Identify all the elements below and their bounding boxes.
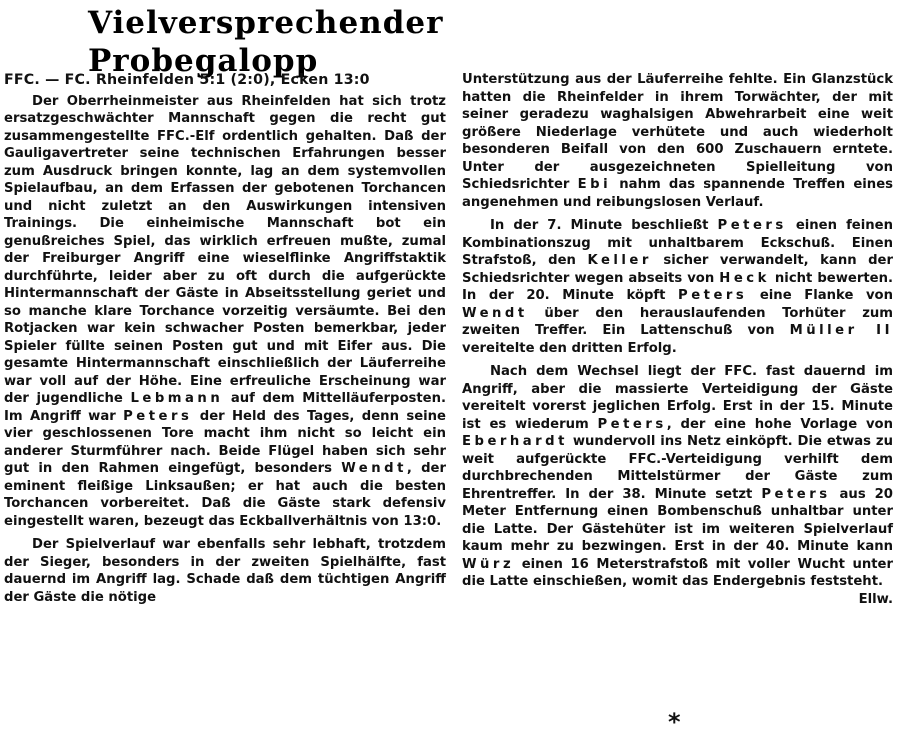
article-headline: [88, 4, 443, 80]
text-run: , der eine hohe Vorlage von: [666, 416, 894, 432]
player-name: Wendt: [462, 305, 528, 321]
text-run: sicher verwandelt, kann der Schiedsrichter wegen abseits von: [462, 253, 894, 286]
player-name: Lebmann: [130, 391, 224, 406]
text-run: eine Flanke von: [759, 288, 894, 303]
match-result-line: FFC. — FC. Rheinfelden 5:1 (2:0), Ecken 13:0: [4, 72, 370, 88]
player-name: Peters: [597, 416, 667, 432]
referee-name: Ebi: [577, 177, 612, 192]
text-run: aus 20 Meter Entfernung einen Bombenschuß unhaltbar unter die Latte. Der Gästehüter ist im weiteren Spielverlauf kaum mehr zu bezwingen. Erst in der 40. Minute kann: [462, 486, 893, 554]
player-name: Heck: [719, 270, 770, 286]
paragraph: [462, 363, 893, 608]
paragraph: Der Spielverlauf war ebenfalls sehr lebhaft, trotzdem der Sieger, besonders in der zweiten Spielhälfte, fast dauernd im Angriff lag. Schade daß dem tüchtigen Angriff der Gäste die nötige: [4, 537, 446, 605]
article-column-left: [4, 72, 446, 612]
text-run: der Held des Tages, denn seine vier geschlossenen Tore macht ihm nicht so leicht ein anderer Sturmführer nach. Beide Flügel haben sich sehr gut in den Rahmen eingefügt, besonders: [4, 408, 446, 476]
player-name: Peters: [717, 218, 787, 233]
text-run: Der Oberrheinmeister aus Rheinfelden hat sich trotz ersatzgeschwächter Mannschaft gegen die recht gut zusammengestellte FFC.-Elf ordentlich gehalten. Daß der Gauligavertreter seine technischen Erfahrungen besser zum Ausdruck bringen konnte, lag an dem systemvollen Spielaufbau, an dem Erfassen der gebotenen Torchancen und nicht zuletzt an den Auswirkungen intensiven Trainings. Die einheimische Mannschaft bot ein genußreiches Spiel, das wirklich erfreuen mußte, zumal der Freiburger Angriff eine wieselflinke Angriffstaktik durchführte, leider aber zu oft durch die aufgerückte Hintermannschaft der Gäste in Abseitsstellung geriet und so manche klare Torchance vorzeitig versäumte. Bei den Rotjacken war kein schwacher Posten bemerkbar, jeder Spieler füllte seinen Posten gut und mit Eifer aus. Die gesamte Hintermannschaft einschließlich der Läuferreihe war voll auf der Höhe. Eine erfreuliche Erscheinung war der jugendliche: [4, 93, 446, 406]
text-run: vereitelte den dritten Erfolg.: [462, 340, 677, 356]
player-name: Peters: [761, 486, 831, 502]
text-run: nahm das spannende Treffen eines angenehmen und reibungslosen Verlauf.: [462, 177, 893, 210]
paragraph: [4, 93, 446, 531]
text-run: In der 7. Minute beschließt: [490, 218, 709, 233]
text-run: über den herauslaufenden Torhüter zum zweiten Treffer. Ein Lattenschuß von: [462, 305, 893, 338]
player-name: Keller: [587, 253, 652, 268]
player-name: Eberhardt: [462, 434, 568, 449]
headline-line-2: Probegalopp: [88, 43, 319, 79]
player-name: Wendt: [341, 461, 407, 476]
text-run: Unterstützung aus der Läuferreihe fehlte. Ein Glanzstück hatten die Rheinfelder in ihrem Torwächter, der mit seiner geradezu waghalsigen Abwehrarbeit eine weit größere Niederlage verhütete und auch wiederholt besonderen Beifall von den 600 Zuschauern erntete. Unter der ausgezeichneten Spielleitung von Schiedsrichter: [462, 72, 893, 192]
text-run: einen feinen Kombinationszug mit unhaltbarem Eckschuß. Einen Strafstoß, den: [462, 218, 893, 268]
text-run: einen 16 Meterstrafstoß mit voller Wucht unter die Latte einschießen, womit das Endergebnis feststeht.: [462, 556, 894, 589]
paragraph: [462, 217, 893, 357]
text-run: wundervoll ins Netz einköpft. Die etwas zu weit aufgerückte FFC.-Verteidigung verhilft dem durchbrechenden Mittelstürmer der Gäste zum Ehrentreffer. In der 38. Minute setzt: [462, 434, 893, 502]
player-name: Würz: [462, 556, 515, 572]
player-name: Peters: [678, 288, 748, 303]
end-of-article-mark: *: [668, 708, 681, 736]
player-name: Müller II: [789, 323, 893, 338]
author-signature: Ellw.: [858, 591, 893, 607]
text-run: , der eminent fleißige Linksaußen; er hat auch die besten Torchancen vorbereitet. Daß die Gäste stark defensiv eingestellt waren, bezeugt das Eckballverhältnis von 13:0.: [4, 461, 446, 529]
paragraph: [462, 71, 893, 211]
text-run: Nach dem Wechsel liegt der FFC. fast dauernd im Angriff, aber die massierte Verteidigung der Gäste vereitelt vorerst jeglichen Erfolg. Erst in der 15. Minute ist es wiederum: [462, 364, 893, 432]
player-name: Peters: [123, 408, 193, 424]
headline-line-1: Vielversprechender: [88, 5, 444, 41]
text-run: auf dem Mittelläuferposten. Im Angriff war: [4, 391, 447, 424]
article-column-right: [462, 71, 893, 614]
text-run: nicht bewerten. In der 20. Minute köpft: [462, 270, 894, 303]
